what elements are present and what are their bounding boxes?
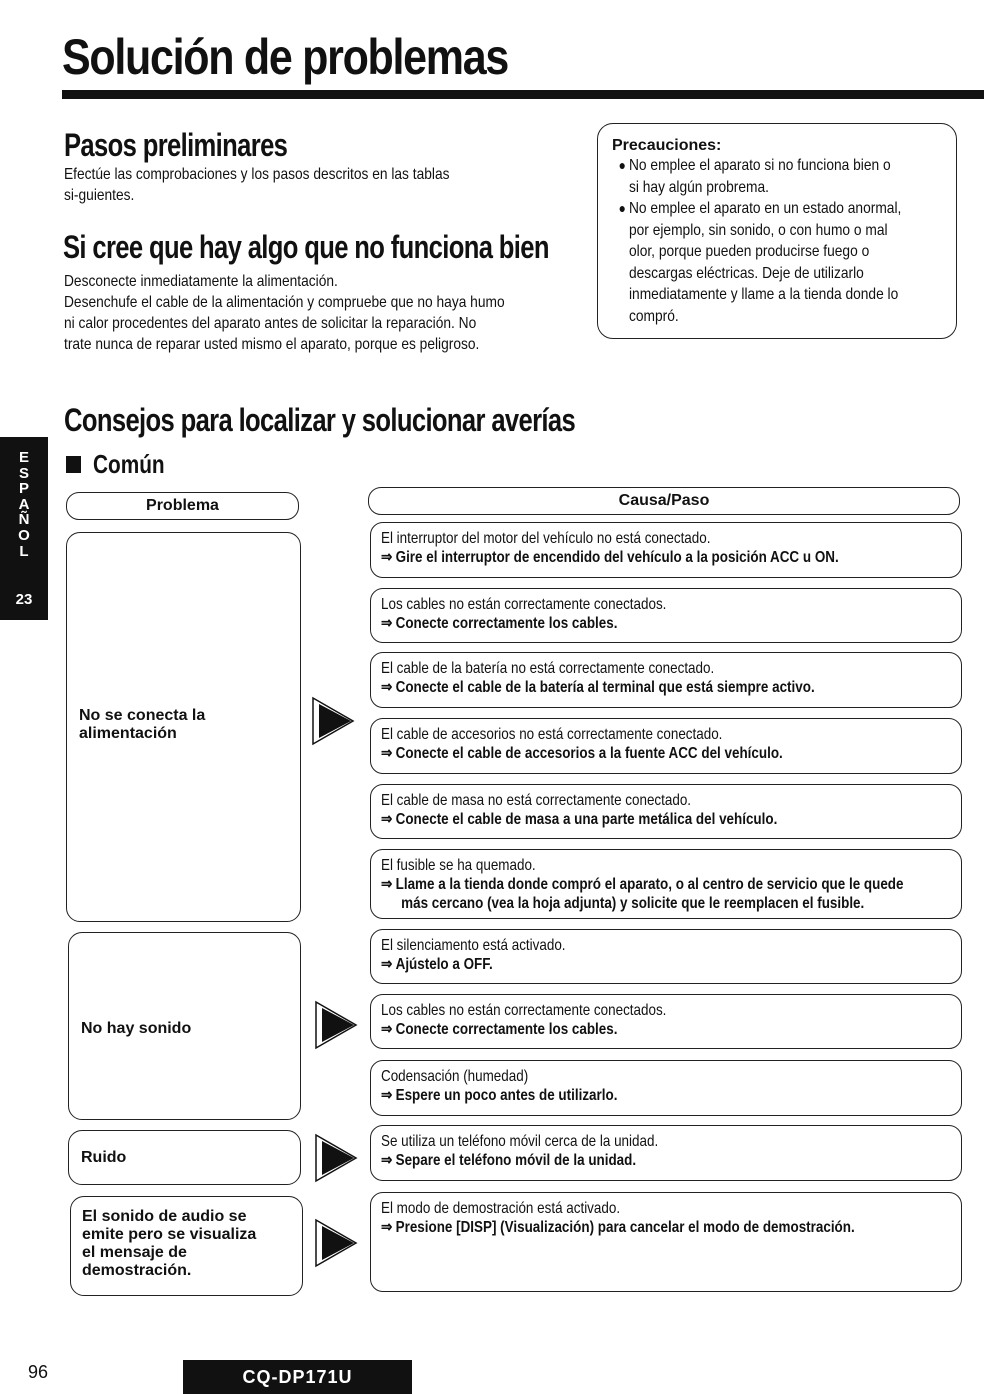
problem-box [68,1130,301,1185]
problem-box [66,532,301,922]
cause-step-text: Gire el interruptor de encendido del vehículo a la posición ACC u ON. [395,549,839,566]
cause-step-text: Llame a la tienda donde compró el aparato, o al centro de servicio que le quede [395,876,904,893]
precaution-line: por ejemplo, sin sonido, o con humo o mal [629,221,888,239]
cause-text: El fusible se ha quemado. [381,857,536,874]
problem-line: El sonido de audio se [82,1208,247,1225]
page-number: 96 [28,1362,49,1382]
arrow-right-icon: ⇒ [381,1087,393,1104]
cause-step [381,744,961,763]
precaution-item [618,198,956,327]
funciona-line: Desconecte inmediatamente la alimentación. [64,273,338,290]
cause-step-text: Conecte el cable de la batería al terminal que está siempre activo. [395,679,815,696]
side-tab-number: 23 [15,591,33,608]
problem-line: el mensaje de [82,1244,187,1261]
preliminares-heading: Pasos preliminares [64,127,288,163]
precaution-line: olor, porque pueden producirse fuego o [629,243,870,260]
preliminares-text [64,164,597,206]
cause-content [381,856,961,913]
problem-line: Ruido [81,1149,127,1166]
cause-content [381,595,961,633]
cause-step-text: más cercano (vea la hoja adjunta) y solicite que le reemplacen el fusible. [401,895,865,912]
title-rule [62,90,984,99]
cause-step-text: Separe el teléfono móvil de la unidad. [395,1152,637,1169]
cause-box [370,994,962,1049]
cause-step [381,678,961,697]
funciona-text [64,271,614,355]
cause-box [370,652,962,708]
side-tab-letter: L [19,542,29,560]
cause-box [370,718,962,774]
cause-step [381,1151,961,1170]
problem-line: No se conecta la [79,707,206,724]
cause-step-text: Ajústelo a OFF. [395,956,493,973]
cause-text: Codensación (humedad) [381,1068,529,1085]
arrow-right-icon: ⇒ [381,811,393,828]
side-tab-letter: O [18,526,30,544]
cause-content [381,791,961,829]
cause-content [381,1067,961,1105]
cause-text: El interruptor del motor del vehículo no está conectado. [381,530,711,547]
cause-content [381,1001,961,1039]
precautions-title: Precauciones: [612,137,722,154]
preliminares-line: si-guientes. [64,187,135,204]
precaution-line: descargas eléctricas. Deje de utilizarlo [629,264,864,282]
cause-box [370,849,962,919]
precaution-line: No emplee el aparato si no funciona bien o [629,157,891,174]
problem-box [70,1196,303,1296]
precaution-line: si hay algún probrema. [629,178,769,196]
cause-step-text: Espere un poco antes de utilizarlo. [395,1087,618,1104]
cause-content [381,725,961,763]
cause-box [370,588,962,643]
play-arrow-icon [314,1000,358,1050]
side-tab-letter: E [18,449,29,466]
problem-line: demostración. [82,1262,192,1279]
preliminares-line: Efectúe las comprobaciones y los pasos descritos en las tablas [64,166,450,183]
cause-text: El cable de la batería no está correctamente conectado. [381,660,715,677]
problem-label [79,707,205,743]
bullet-icon: ● [618,200,626,216]
problem-line: No hay sonido [81,1020,192,1037]
precaution-line: compró. [629,307,679,325]
cause-text: Se utiliza un teléfono móvil cerca de la unidad. [381,1133,659,1150]
language-side-tab [0,437,48,620]
arrow-right-icon: ⇒ [381,1021,393,1038]
problem-label [82,1208,256,1280]
arrow-right-icon: ⇒ [381,615,393,632]
cause-box [370,522,962,578]
problem-line: alimentación [79,725,177,742]
consejos-heading: Consejos para localizar y solucionar averías [64,402,576,438]
arrow-right-icon: ⇒ [381,1152,393,1169]
side-tab-letter: Ñ [18,511,30,529]
side-tab-letter: P [18,480,29,498]
cause-text: El cable de accesorios no está correctamente conectado. [381,726,723,743]
cause-content [381,1199,961,1237]
cause-step-text: Presione [DISP] (Visualización) para cancelar el modo de demostración. [395,1219,855,1236]
funciona-heading: Si cree que hay algo que no funciona bien [63,229,549,265]
cause-step [381,614,961,633]
cause-step [381,955,961,974]
bullet-icon: ● [618,157,626,173]
comun-subheading: Común [93,449,165,479]
arrow-right-icon: ⇒ [381,876,393,893]
cause-text: Los cables no están correctamente conectados. [381,1002,667,1019]
cause-step [381,875,961,894]
cause-column-header: Causa/Paso [368,487,960,515]
cause-box [370,1125,962,1181]
side-tab-letter: A [18,495,30,513]
model-label: CQ-DP171U [183,1360,412,1394]
cause-step-text: Conecte correctamente los cables. [395,615,618,632]
cause-step-text: Conecte el cable de accesorios a la fuente ACC del vehículo. [395,745,783,762]
funciona-line: trate nunca de reparar usted mismo el aparato, porque es peligroso. [64,336,480,353]
play-arrow-icon [314,1133,358,1183]
cause-box [370,1192,962,1292]
cause-step [381,1020,961,1039]
precaution-line: No emplee el aparato en un estado anormal, [629,200,902,217]
cause-text: El cable de masa no está correctamente conectado. [381,792,692,809]
cause-content [381,659,961,697]
problem-line: emite pero se visualiza [82,1226,257,1243]
problem-label [81,1149,126,1167]
arrow-right-icon: ⇒ [381,679,393,696]
cause-text: Los cables no están correctamente conectados. [381,596,667,613]
side-tab-letters [0,450,48,559]
page-title: Solución de problemas [62,29,509,85]
arrow-right-icon: ⇒ [381,549,393,566]
precaution-item [618,155,956,198]
cause-step [381,548,961,567]
cause-step-text: Conecte el cable de masa a una parte metálica del vehículo. [395,811,778,828]
problem-column-header: Problema [66,492,299,520]
problem-label [81,1020,191,1038]
cause-step [381,894,961,913]
funciona-line: ni calor procedentes del aparato antes de solicitar la reparación. No [64,315,477,332]
cause-text: El modo de demostración está activado. [381,1200,621,1217]
cause-content [381,529,961,567]
cause-box [370,784,962,839]
cause-step [381,1086,961,1105]
cause-step [381,810,961,829]
square-bullet-icon [66,456,81,473]
cause-content [381,1132,961,1170]
arrow-right-icon: ⇒ [381,1219,393,1236]
play-arrow-icon [314,1218,358,1268]
problem-box [68,932,301,1120]
cause-text: El silenciamento está activado. [381,937,566,954]
play-arrow-icon [311,696,355,746]
cause-content [381,936,961,974]
arrow-right-icon: ⇒ [381,956,393,973]
cause-step [381,1218,961,1237]
cause-box [370,929,962,984]
precaution-line: inmediatamente y llame a la tienda donde lo [629,286,899,303]
side-tab-letter: S [18,464,29,482]
cause-step-text: Conecte correctamente los cables. [395,1021,618,1038]
arrow-right-icon: ⇒ [381,745,393,762]
cause-box [370,1060,962,1116]
funciona-line: Desenchufe el cable de la alimentación y compruebe que no haya humo [64,294,505,311]
